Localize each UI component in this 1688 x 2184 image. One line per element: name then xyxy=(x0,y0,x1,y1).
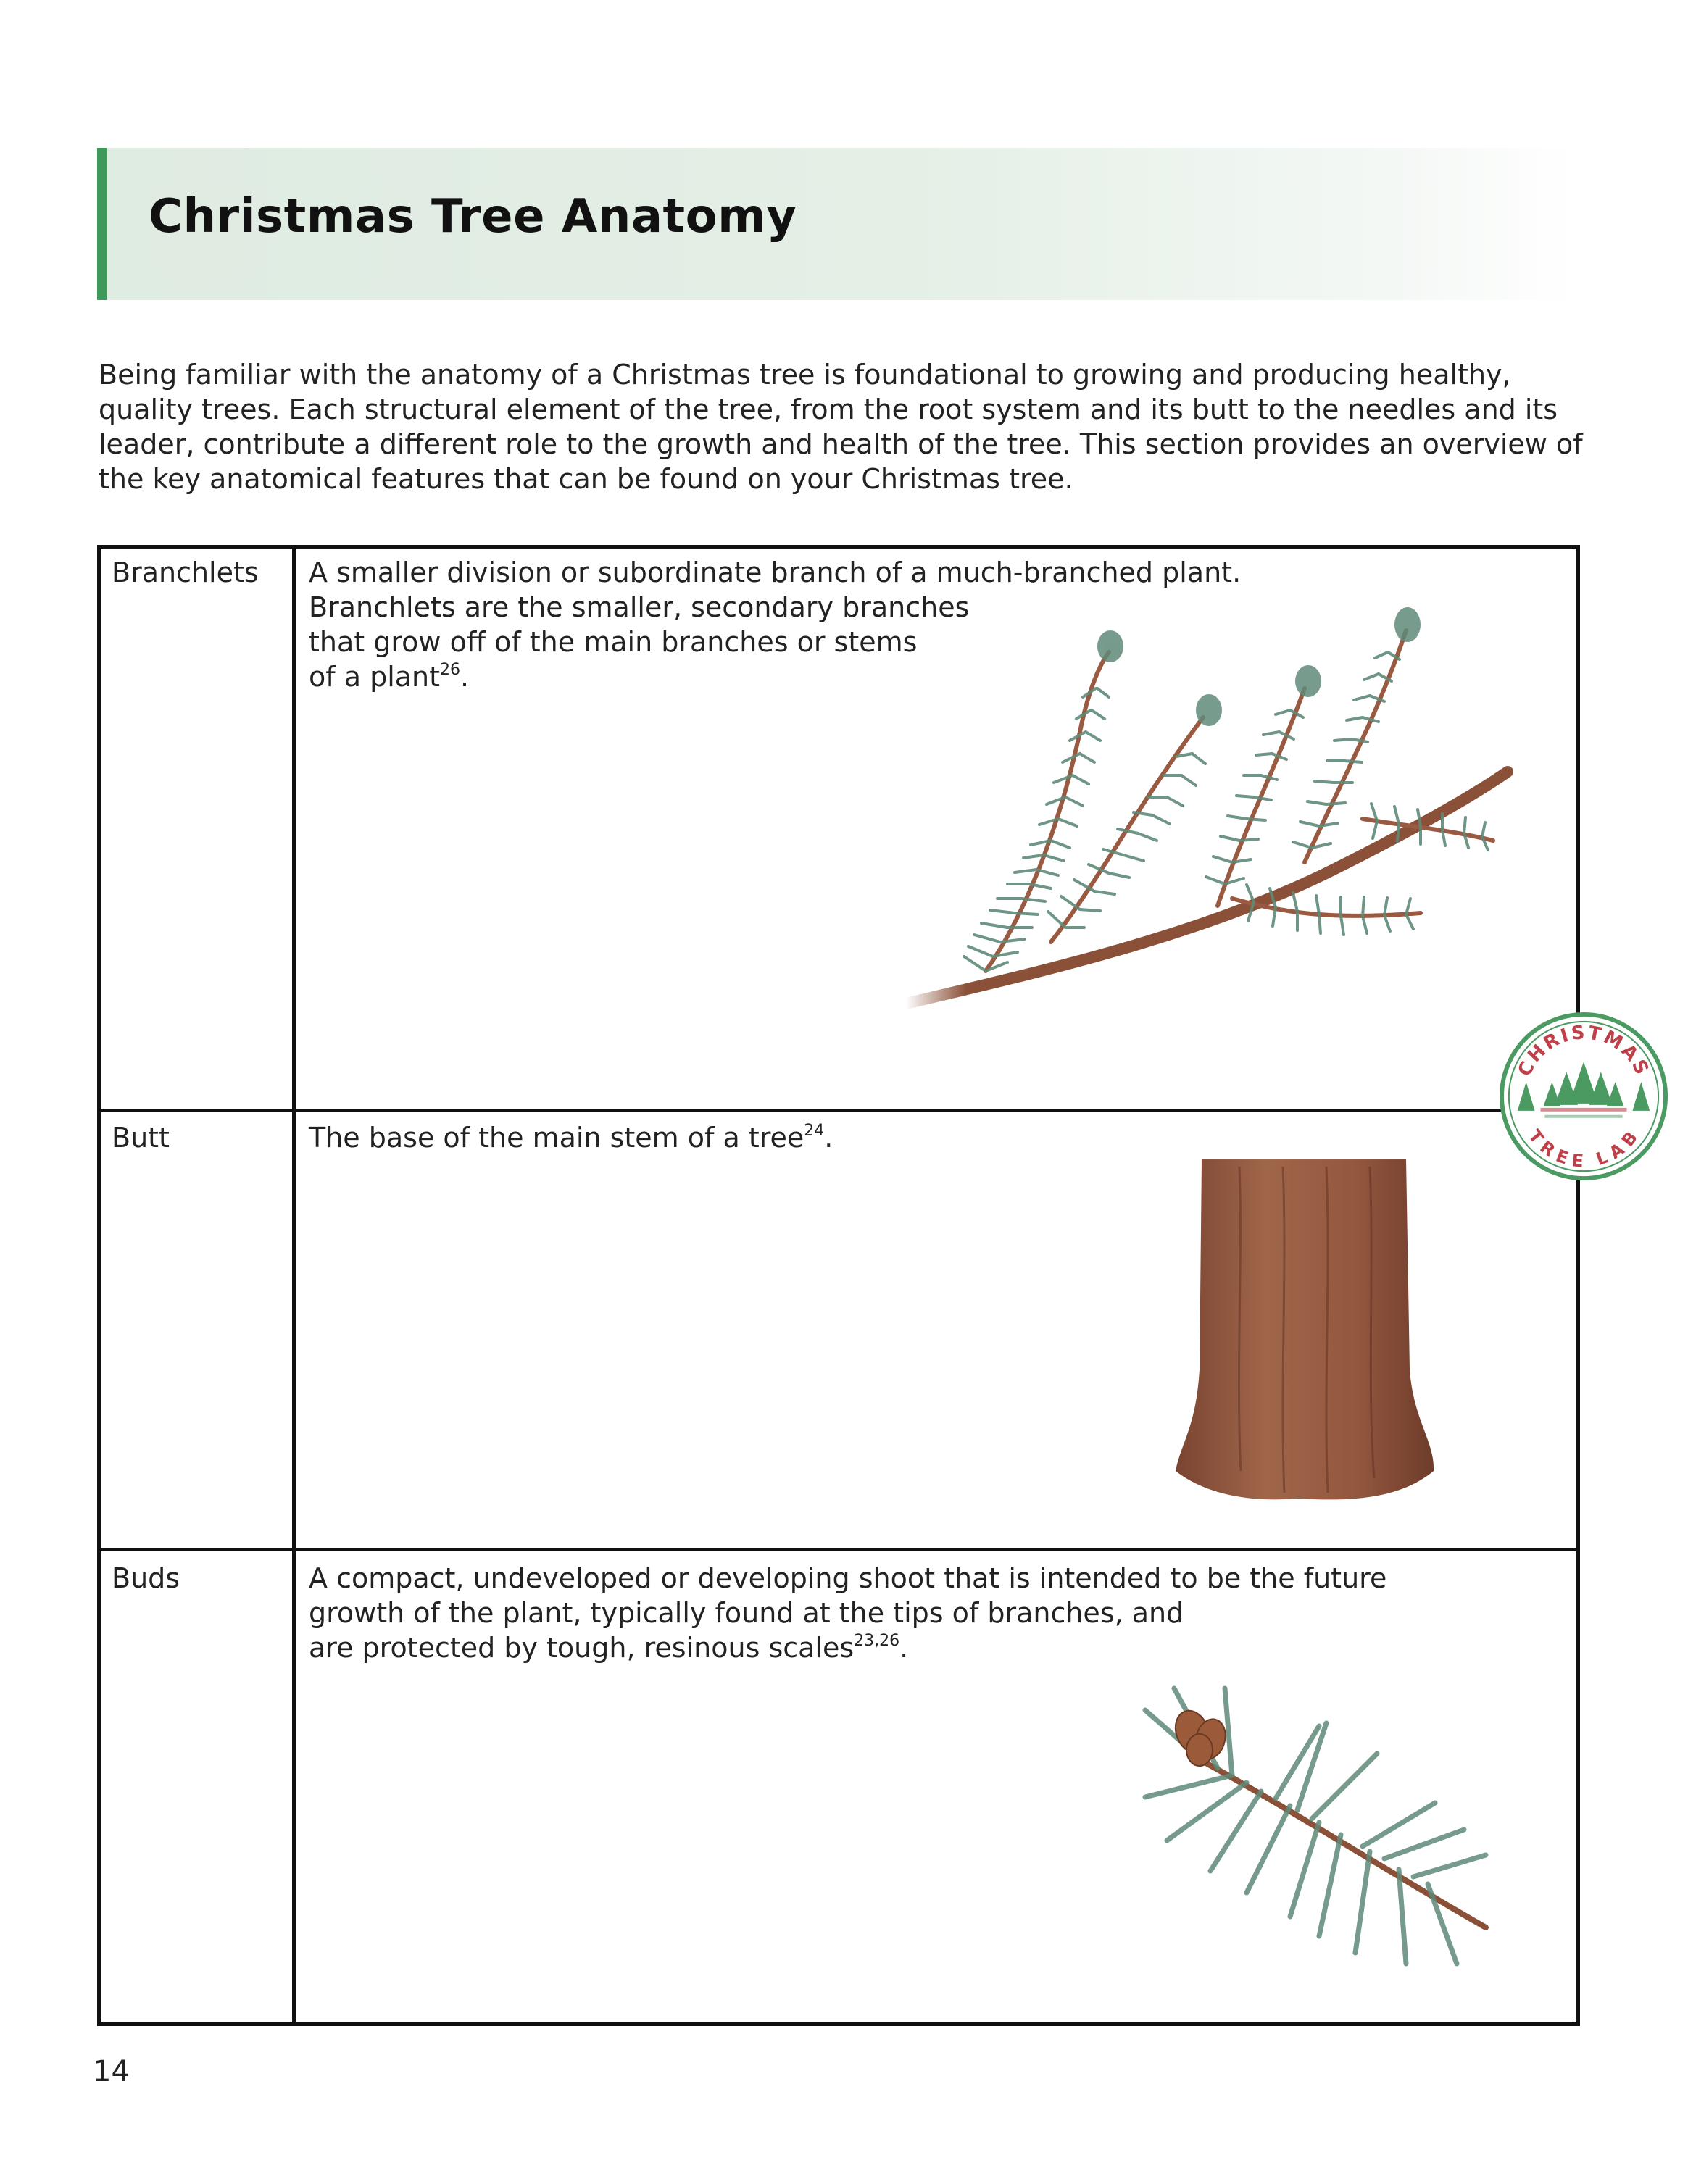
page-number: 14 xyxy=(93,2055,130,2088)
table-column-divider xyxy=(292,545,296,2026)
trunk-butt-illustration xyxy=(1160,1152,1450,1514)
section-header-accent-bar xyxy=(97,148,107,300)
term-branchlets: Branchlets xyxy=(112,557,259,588)
definition-branchlets: A smaller division or subordinate branch of a much-branched plant. Branchlets are the smaller, secondary branches that grow off of the main branches or stems of a plant$^{26}$. xyxy=(309,557,1242,693)
svg-text:CHRISTMAS: CHRISTMAS xyxy=(1513,1022,1654,1080)
page-title: Christmas Tree Anatomy xyxy=(149,190,797,243)
definition-buds: A compact, undeveloped or developing shoot that is intended to be the future growth of the plant, typically found at the tips of branches, and are protected by tough, resinous scales$^{23,26}$. xyxy=(309,1562,1387,1664)
reference-superscript: 24 xyxy=(804,1122,825,1141)
branchlets-illustration xyxy=(899,601,1522,1051)
svg-text:TREE LAB: TREE LAB xyxy=(1524,1125,1643,1172)
definition-butt: The base of the main stem of a tree$^{24}$. xyxy=(309,1122,833,1154)
intro-paragraph: Being familiar with the anatomy of a Christmas tree is foundational to growing and producing healthy, quality trees. Each structural element of the tree, from the root system and its butt to the needles and its leader, contribute a different role to the growth and health of the tree. This section provides an overview of the key anatomical features that can be found on your Christmas tree. xyxy=(99,359,1583,495)
reference-superscript: 26 xyxy=(440,661,461,680)
table-row-divider xyxy=(97,1109,1580,1112)
term-buds: Buds xyxy=(112,1562,180,1594)
christmas-tree-lab-logo xyxy=(1497,1010,1670,1183)
buds-illustration xyxy=(1123,1667,1515,1971)
term-butt: Butt xyxy=(112,1122,170,1154)
table-row-divider xyxy=(97,1548,1580,1551)
reference-superscript: 23,26 xyxy=(854,1632,900,1651)
